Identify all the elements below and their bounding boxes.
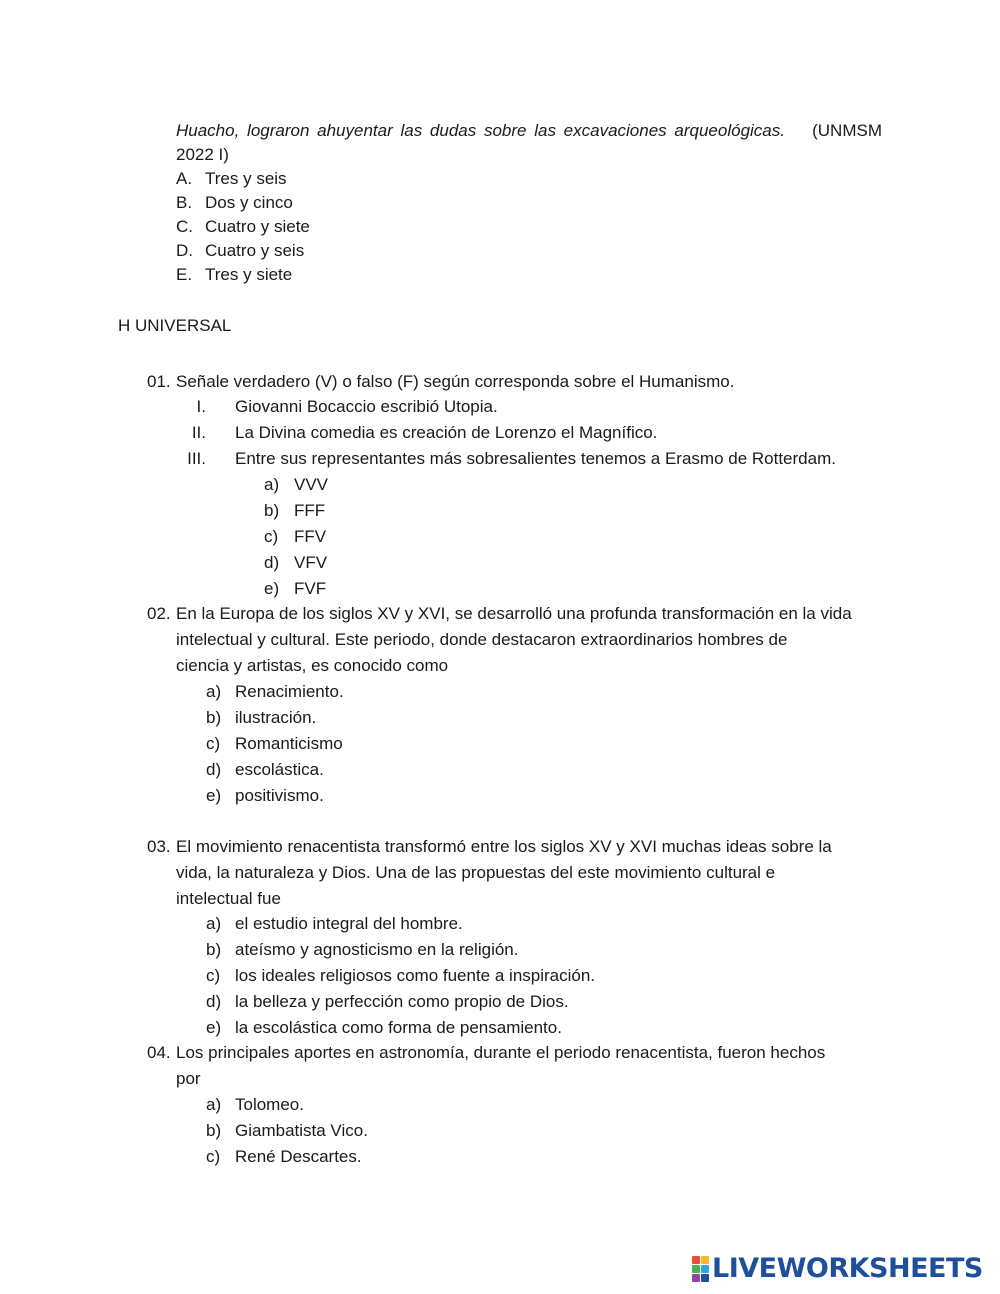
- option-label: D.: [176, 241, 193, 260]
- answer-option[interactable]: [206, 1093, 304, 1117]
- option-label: B.: [176, 193, 193, 212]
- option-label: b): [206, 940, 222, 959]
- option-label: e): [206, 1018, 222, 1037]
- logo-tile: [701, 1256, 709, 1264]
- option-text: VFV: [294, 553, 328, 572]
- option-label: e): [264, 579, 280, 598]
- option-label: b): [264, 501, 280, 520]
- question-stem-line: El movimiento renacentista transformó entre los siglos XV y XVI muchas ideas sobre la: [176, 837, 832, 856]
- answer-option[interactable]: [206, 1016, 562, 1040]
- answer-option[interactable]: [206, 964, 595, 988]
- question-stem-line: En la Europa de los siglos XV y XVI, se desarrolló una profunda transformación en la vida: [176, 604, 852, 623]
- option-text: Renacimiento.: [235, 682, 344, 701]
- prev-option[interactable]: [176, 167, 287, 191]
- statement-text: Entre sus representantes más sobresalientes tenemos a Erasmo de Rotterdam.: [235, 449, 836, 468]
- option-text: Tolomeo.: [235, 1095, 304, 1114]
- liveworksheets-logo[interactable]: [692, 1253, 983, 1285]
- option-text: Cuatro y seis: [205, 241, 305, 260]
- prev-option[interactable]: [176, 215, 310, 239]
- question-stem-line: intelectual fue: [176, 889, 281, 908]
- answer-option[interactable]: [206, 912, 463, 936]
- statement-text: Giovanni Bocaccio escribió Utopia.: [235, 397, 498, 416]
- logo-tile: [692, 1274, 700, 1282]
- option-label: d): [206, 760, 222, 779]
- option-label: b): [206, 708, 222, 727]
- option-label: A.: [176, 169, 193, 188]
- option-label: a): [206, 682, 222, 701]
- statement-label: II.: [191, 423, 206, 442]
- answer-option[interactable]: [264, 525, 326, 549]
- question-stem-line: por: [176, 1069, 201, 1088]
- option-label: d): [206, 992, 222, 1011]
- answer-option[interactable]: [206, 1145, 362, 1169]
- prev-option[interactable]: [176, 239, 304, 263]
- question-number: 03.: [147, 837, 171, 856]
- option-label: a): [264, 475, 280, 494]
- option-label: E.: [176, 265, 193, 284]
- answer-option[interactable]: [206, 680, 344, 704]
- option-text: Cuatro y siete: [205, 217, 310, 236]
- answer-option[interactable]: [206, 732, 343, 756]
- prev-question-stem-line-1: [176, 119, 882, 143]
- liveworksheets-logo-icon: [692, 1256, 709, 1282]
- option-text: Tres y siete: [205, 265, 293, 284]
- option-label: a): [206, 1095, 222, 1114]
- option-label: d): [264, 553, 280, 572]
- answer-option[interactable]: [264, 577, 326, 601]
- question-stem: Señale verdadero (V) o falso (F) según corresponda sobre el Humanismo.: [176, 372, 735, 391]
- answer-option[interactable]: [206, 784, 324, 808]
- statement-label: I.: [196, 397, 206, 416]
- answer-option[interactable]: [206, 758, 324, 782]
- statement-label: III.: [187, 449, 206, 468]
- option-text: FFF: [294, 501, 326, 520]
- option-label: c): [206, 1147, 221, 1166]
- option-text: los ideales religiosos como fuente a inspiración.: [235, 966, 596, 985]
- answer-option[interactable]: [264, 499, 325, 523]
- option-label: C.: [176, 217, 193, 236]
- option-text: la belleza y perfección como propio de Dios.: [235, 992, 569, 1011]
- option-label: b): [206, 1121, 222, 1140]
- question-stem-line: Los principales aportes en astronomía, durante el periodo renacentista, fueron hechos: [176, 1043, 826, 1062]
- question-stem-line: intelectual y cultural. Este periodo, donde destacaron extraordinarios hombres de: [176, 630, 788, 649]
- option-label: c): [206, 734, 221, 753]
- logo-tile: [692, 1265, 700, 1273]
- option-text: ateísmo y agnosticismo en la religión.: [235, 940, 519, 959]
- option-text: FFV: [294, 527, 327, 546]
- answer-option[interactable]: [206, 706, 316, 730]
- prev-question-source-a: (UNMSM: [812, 121, 882, 140]
- logo-tile: [692, 1256, 700, 1264]
- question-number: 01.: [147, 372, 171, 391]
- prev-option[interactable]: [176, 191, 293, 215]
- question-stem-line: vida, la naturaleza y Dios. Una de las propuestas del este movimiento cultural e: [176, 863, 776, 882]
- answer-option[interactable]: [206, 990, 569, 1014]
- option-text: VVV: [294, 475, 329, 494]
- answer-option[interactable]: [264, 473, 328, 497]
- option-label: c): [264, 527, 279, 546]
- option-text: Dos y cinco: [205, 193, 293, 212]
- question-number: 02.: [147, 604, 171, 623]
- question-number: 04.: [147, 1043, 171, 1062]
- section-title: H UNIVERSAL: [118, 316, 232, 335]
- option-text: la escolástica como forma de pensamiento.: [235, 1018, 562, 1037]
- option-text: Tres y seis: [205, 169, 287, 188]
- answer-option[interactable]: [264, 551, 327, 575]
- option-label: c): [206, 966, 221, 985]
- option-text: positivismo.: [235, 786, 324, 805]
- answer-option[interactable]: [206, 938, 518, 962]
- prev-option[interactable]: [176, 263, 292, 287]
- logo-tile: [701, 1274, 709, 1282]
- option-text: Romanticismo: [235, 734, 343, 753]
- prev-question-stem-italic: Huacho, lograron ahuyentar las dudas sobre las excavaciones arqueológicas.: [176, 121, 785, 140]
- option-text: el estudio integral del hombre.: [235, 914, 463, 933]
- option-label: e): [206, 786, 222, 805]
- option-text: Giambatista Vico.: [235, 1121, 368, 1140]
- option-text: René Descartes.: [235, 1147, 362, 1166]
- statement-text: La Divina comedia es creación de Lorenzo el Magnífico.: [235, 423, 658, 442]
- option-text: escolástica.: [235, 760, 324, 779]
- liveworksheets-logo-text: LIVEWORKSHEETS: [712, 1253, 983, 1284]
- option-label: a): [206, 914, 222, 933]
- option-text: FVF: [294, 579, 327, 598]
- prev-question-source-b: 2022 I): [176, 145, 229, 164]
- answer-option[interactable]: [206, 1119, 368, 1143]
- logo-tile: [701, 1265, 709, 1273]
- option-text: ilustración.: [235, 708, 317, 727]
- question-stem-line: ciencia y artistas, es conocido como: [176, 656, 449, 675]
